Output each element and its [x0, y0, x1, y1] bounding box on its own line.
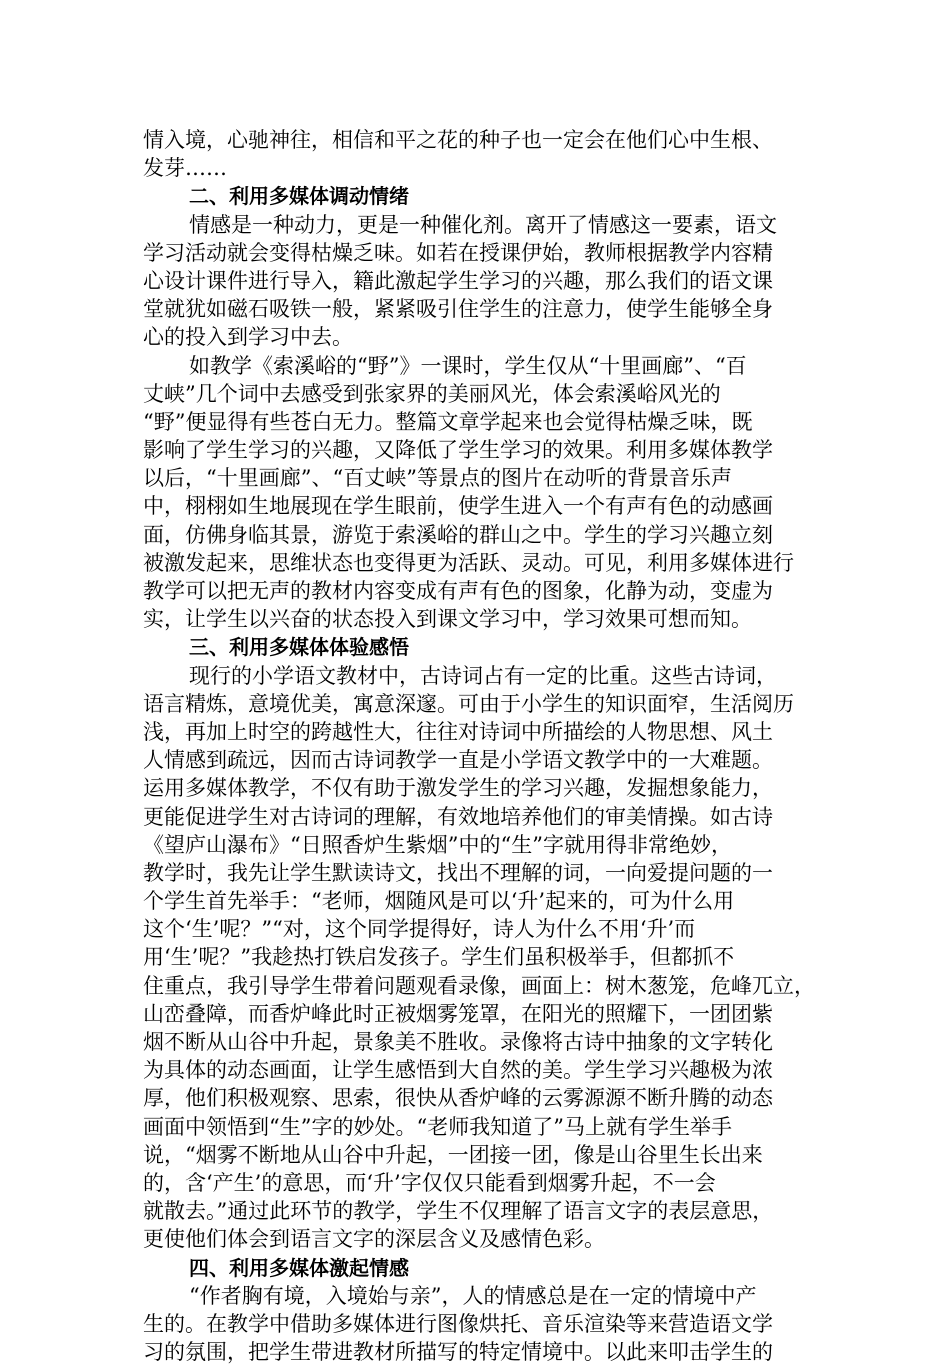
section-heading: 四、利用多媒体激起情感: [189, 1255, 409, 1280]
text-line: 烟不断从山谷中升起，景象美不胜收。录像将古诗中抽象的文字转化: [143, 1030, 773, 1054]
paragraph-first-line: 如教学《索溪峪的“野”》一课时，学生仅从“十里画廊”、“百: [189, 353, 747, 378]
text-line: 运用多媒体教学，不仅有助于激发学生的学习兴趣，发掘想象能力，: [143, 776, 773, 801]
paragraph-first-line: “作者胸有境，入境始与亲”，人的情感总是在一定的情境中产: [189, 1283, 757, 1308]
text-line: 更使他们体会到语言文字的深层含义及感情色彩。: [143, 1227, 605, 1252]
text-line: “野”便显得有些苍白无力。整篇文章学起来也会觉得枯燥乏味，既: [143, 409, 753, 434]
text-line: 生的。在教学中借助多媒体进行图像烘托、音乐渲染等来营造语文学: [143, 1311, 773, 1336]
text-line: 教学可以把无声的教材内容变成有声有色的图象，化静为动，变虚为: [143, 579, 773, 603]
text-line: 面，仿佛身临其景，游览于索溪峪的群山之中。学生的学习兴趣立刻: [143, 522, 773, 547]
text-line: 中，栩栩如生地展现在学生眼前，使学生进入一个有声有色的动感画: [143, 494, 773, 519]
text-line: 学习活动就会变得枯燥乏味。如若在授课伊始，教师根据教学内容精: [143, 240, 773, 265]
text-line: 个学生首先举手：“老师，烟随风是可以‘升’起来的，可为什么用: [143, 889, 735, 914]
text-line: 以后，“十里画廊”、“百丈峡”等景点的图片在动听的背景音乐声: [143, 466, 732, 491]
text-line: 画面中领悟到“生”字的妙处。“老师我知道了”马上就有学生举手: [143, 1114, 732, 1139]
section-heading: 二、利用多媒体调动情绪: [189, 184, 409, 209]
text-line: 堂就犹如磁石吸铁一般，紧紧吸引住学生的注意力，使学生能够全身: [143, 297, 773, 322]
paragraph-first-line: 现行的小学语文教材中，古诗词占有一定的比重。这些古诗词，: [189, 663, 777, 688]
text-line: 住重点，我引导学生带着问题观看录像，画面上：树木葱笼，危峰兀立，: [143, 973, 815, 998]
text-line: 实，让学生以兴奋的状态投入到课文学习中，学习效果可想而知。: [143, 607, 752, 632]
text-line: 丈峡”几个词中去感受到张家界的美丽风光，体会索溪峪风光的: [143, 381, 721, 406]
text-line: 这个‘生’呢？”“对，这个同学提得好，诗人为什么不用‘升’而: [143, 917, 696, 942]
text-line: 被激发起来，思维状态也变得更为活跃、灵动。可见，利用多媒体进行: [143, 550, 794, 575]
text-line: 心设计课件进行导入，籍此激起学生学习的兴趣，那么我们的语文课: [143, 268, 773, 293]
text-line: 人情感到疏远，因而古诗词教学一直是小学语文教学中的一大难题。: [143, 748, 773, 773]
text-line: 习的氛围，把学生带进教材所描写的特定情境中。以此来叩击学生的: [143, 1340, 773, 1365]
text-line: 更能促进学生对古诗词的理解，有效地培养他们的审美情操。如古诗: [143, 804, 773, 829]
document-body: [143, 126, 815, 1366]
text-line: 就散去。”通过此环节的教学，学生不仅理解了语言文字的表层意思，: [143, 1199, 774, 1224]
text-line: 山峦叠障，而香炉峰此时正被烟雾笼罩，在阳光的照耀下，一团团紫: [143, 1001, 773, 1026]
text-line: 教学时，我先让学生默读诗文，找出不理解的词，一向爱提问题的一: [143, 860, 773, 885]
paragraph-first-line: 情感是一种动力，更是一种催化剂。离开了情感这一要素，语文: [189, 212, 777, 237]
text-line: 的，含‘产生’的意思，而‘升’字仅仅只能看到烟雾升起，不一会: [143, 1170, 716, 1195]
text-line: 用‘生’呢？”我趁热打铁启发孩子。学生们虽积极举手，但都抓不: [143, 945, 735, 970]
text-line: 情入境，心驰神往，相信和平之花的种子也一定会在他们心中生根、: [143, 128, 773, 152]
text-line: 《望庐山瀑布》“日照香炉生紫烟”中的“生”字就用得非常绝妙，: [143, 832, 732, 857]
text-line: 发芽……: [143, 156, 227, 181]
text-line: 浅，再加上时空的跨越性大，往往对诗词中所描绘的人物思想、风土: [143, 719, 773, 744]
text-line: 影响了学生学习的兴趣，又降低了学生学习的效果。利用多媒体教学: [143, 438, 773, 463]
text-line: 厚，他们积极观察、思索，很快从香炉峰的云雾源源不断升腾的动态: [143, 1086, 773, 1111]
text-line: 语言精炼，意境优美，寓意深邃。可由于小学生的知识面窄，生活阅历: [143, 691, 794, 716]
text-line: 心的投入到学习中去。: [143, 325, 353, 350]
text-line: 说，“烟雾不断地从山谷中升起，一团接一团，像是山谷里生长出来: [143, 1142, 763, 1167]
section-heading: 三、利用多媒体体验感悟: [189, 635, 409, 660]
text-line: 为具体的动态画面，让学生感悟到大自然的美。学生学习兴趣极为浓: [143, 1058, 773, 1083]
